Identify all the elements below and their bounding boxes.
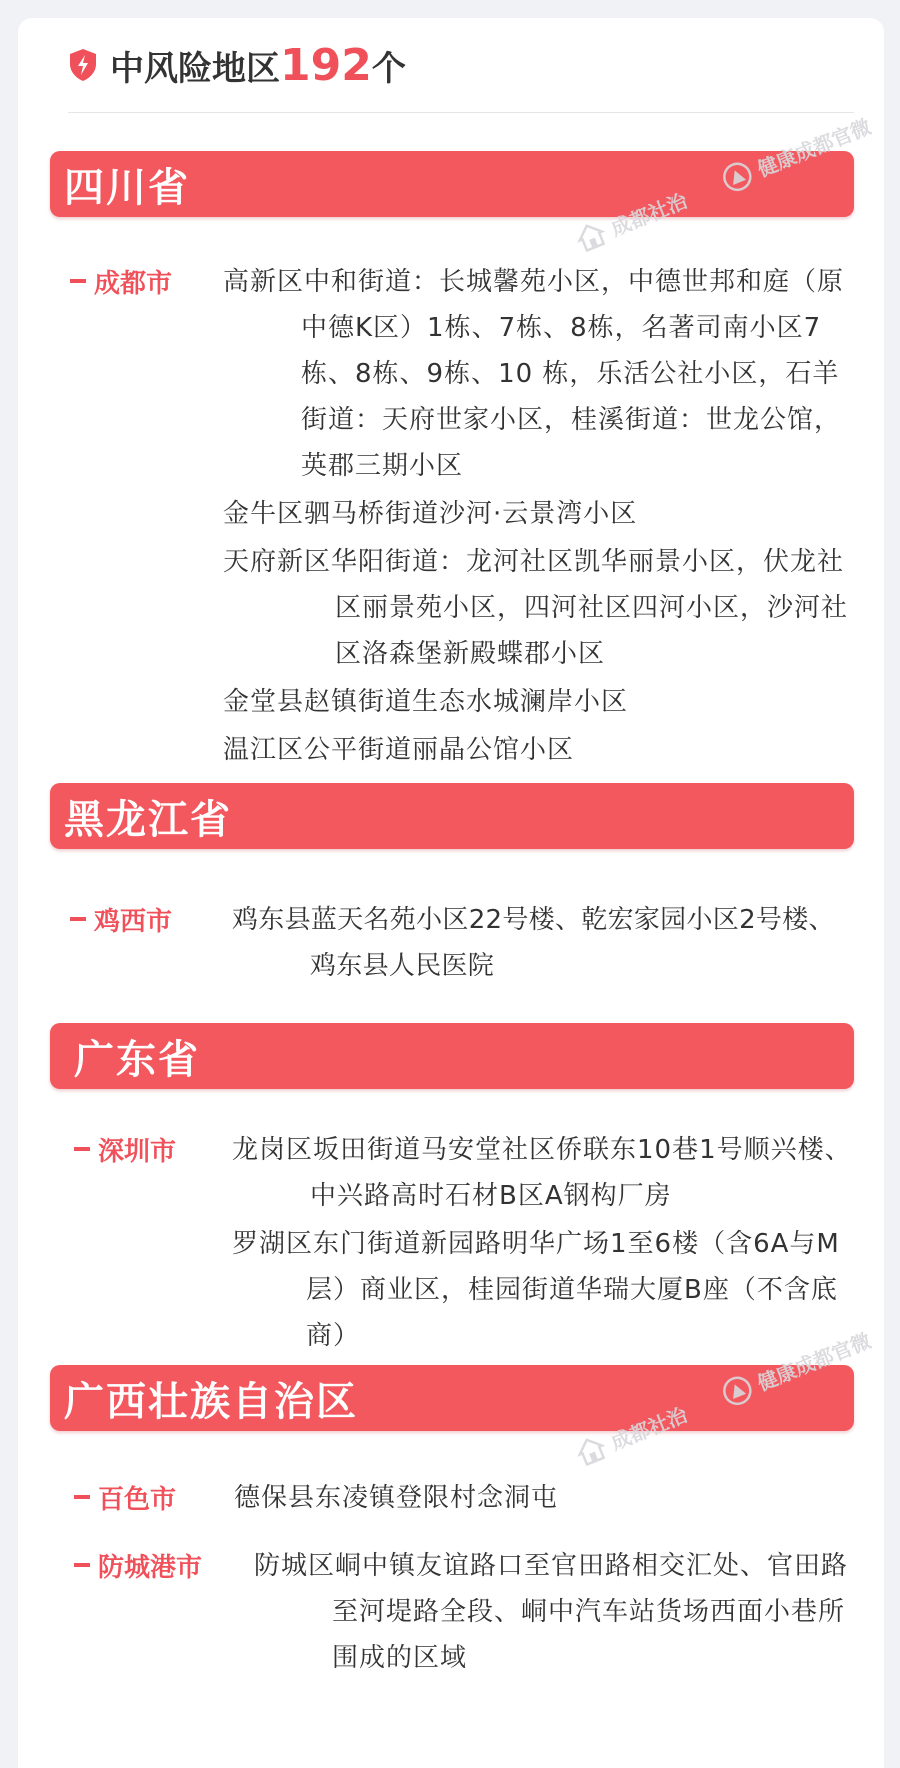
shield-lightning-icon bbox=[68, 48, 98, 82]
address-item: 金牛区驷马桥街道沙河·云景湾小区 bbox=[223, 499, 638, 529]
address-item: 金堂县赵镇街道生态水城澜岸小区 bbox=[223, 687, 629, 717]
city-name: 成都市 bbox=[94, 268, 173, 299]
province-banner-heilongjiang: 黑龙江省 bbox=[50, 783, 854, 849]
city-label-fangchenggang bbox=[50, 1543, 254, 1587]
watermark-text: 健康成都官微 bbox=[753, 113, 875, 182]
province-banner-guangdong: 广东省 bbox=[50, 1023, 854, 1089]
city-name: 防城港市 bbox=[98, 1552, 203, 1583]
city-block-jixi bbox=[50, 897, 854, 989]
city-label-shenzhen bbox=[50, 1127, 232, 1171]
address-item: 温江区公平街道丽晶公馆小区 bbox=[223, 735, 575, 765]
address-item: 罗湖区东门街道新园路明华广场1至6楼（含6A与M层）商业区，桂园街道华瑞大厦B座（不含底商） bbox=[232, 1229, 840, 1351]
address-item: 鸡东县蓝天名苑小区22号楼、乾宏家园小区2号楼、鸡东县人民医院 bbox=[232, 905, 835, 981]
page-header bbox=[68, 18, 854, 113]
address-list bbox=[254, 1543, 854, 1681]
address-item: 德保县东凌镇登限村念洞屯 bbox=[234, 1483, 559, 1513]
dash-icon bbox=[74, 1147, 90, 1151]
address-item: 龙岗区坂田街道马安堂社区侨联东10巷1号顺兴楼、中兴路高时石材B区A钢构厂房 bbox=[232, 1135, 852, 1211]
city-label-chengdu bbox=[50, 259, 223, 303]
city-block-fangchenggang bbox=[50, 1543, 854, 1681]
dash-icon bbox=[74, 1563, 90, 1567]
watermark-text: 健康成都官微 bbox=[753, 1327, 875, 1396]
province-banner-sichuan: 四川省 bbox=[50, 151, 854, 217]
content-card bbox=[18, 18, 884, 1768]
address-list bbox=[232, 897, 854, 989]
address-item: 防城区峒中镇友谊路口至官田路相交汇处、官田路至河堤路全段、峒中汽车站货场西面小巷所围成的区域 bbox=[254, 1551, 849, 1673]
dash-icon bbox=[74, 1495, 90, 1499]
page-title: 中风险地区 bbox=[110, 48, 280, 89]
address-item: 天府新区华阳街道：龙河社区凯华丽景小区，伏龙社区丽景苑小区，四河社区四河小区，沙河社区洛森堡新殿蝶郡小区 bbox=[223, 547, 849, 669]
dash-icon bbox=[70, 917, 86, 921]
count-unit: 个 bbox=[371, 48, 406, 89]
city-name: 百色市 bbox=[98, 1484, 177, 1515]
watermark-text: 成都社治 bbox=[607, 188, 691, 241]
city-block-shenzhen bbox=[50, 1127, 854, 1359]
city-name: 深圳市 bbox=[98, 1136, 177, 1167]
watermark-text: 成都社治 bbox=[607, 1402, 691, 1455]
province-banner-guangxi: 广西壮族自治区 bbox=[50, 1365, 854, 1431]
address-list bbox=[234, 1475, 854, 1521]
city-block-baise bbox=[50, 1475, 854, 1521]
risk-area-count: 192 bbox=[280, 39, 372, 91]
address-item: 高新区中和街道：长城馨苑小区，中德世邦和庭（原中德K区）1栋、7栋、8栋，名著司南小区7栋、8栋、9栋、10 栋，乐活公社小区，石羊街道：天府世家小区，桂溪街道：世龙公馆，英郡三期小区 bbox=[223, 267, 845, 481]
city-label-jixi bbox=[50, 897, 232, 941]
address-list bbox=[223, 259, 854, 773]
city-label-baise bbox=[50, 1475, 234, 1519]
city-name: 鸡西市 bbox=[94, 906, 173, 937]
city-block-chengdu bbox=[50, 259, 854, 773]
dash-icon bbox=[70, 279, 86, 283]
address-list bbox=[232, 1127, 854, 1359]
